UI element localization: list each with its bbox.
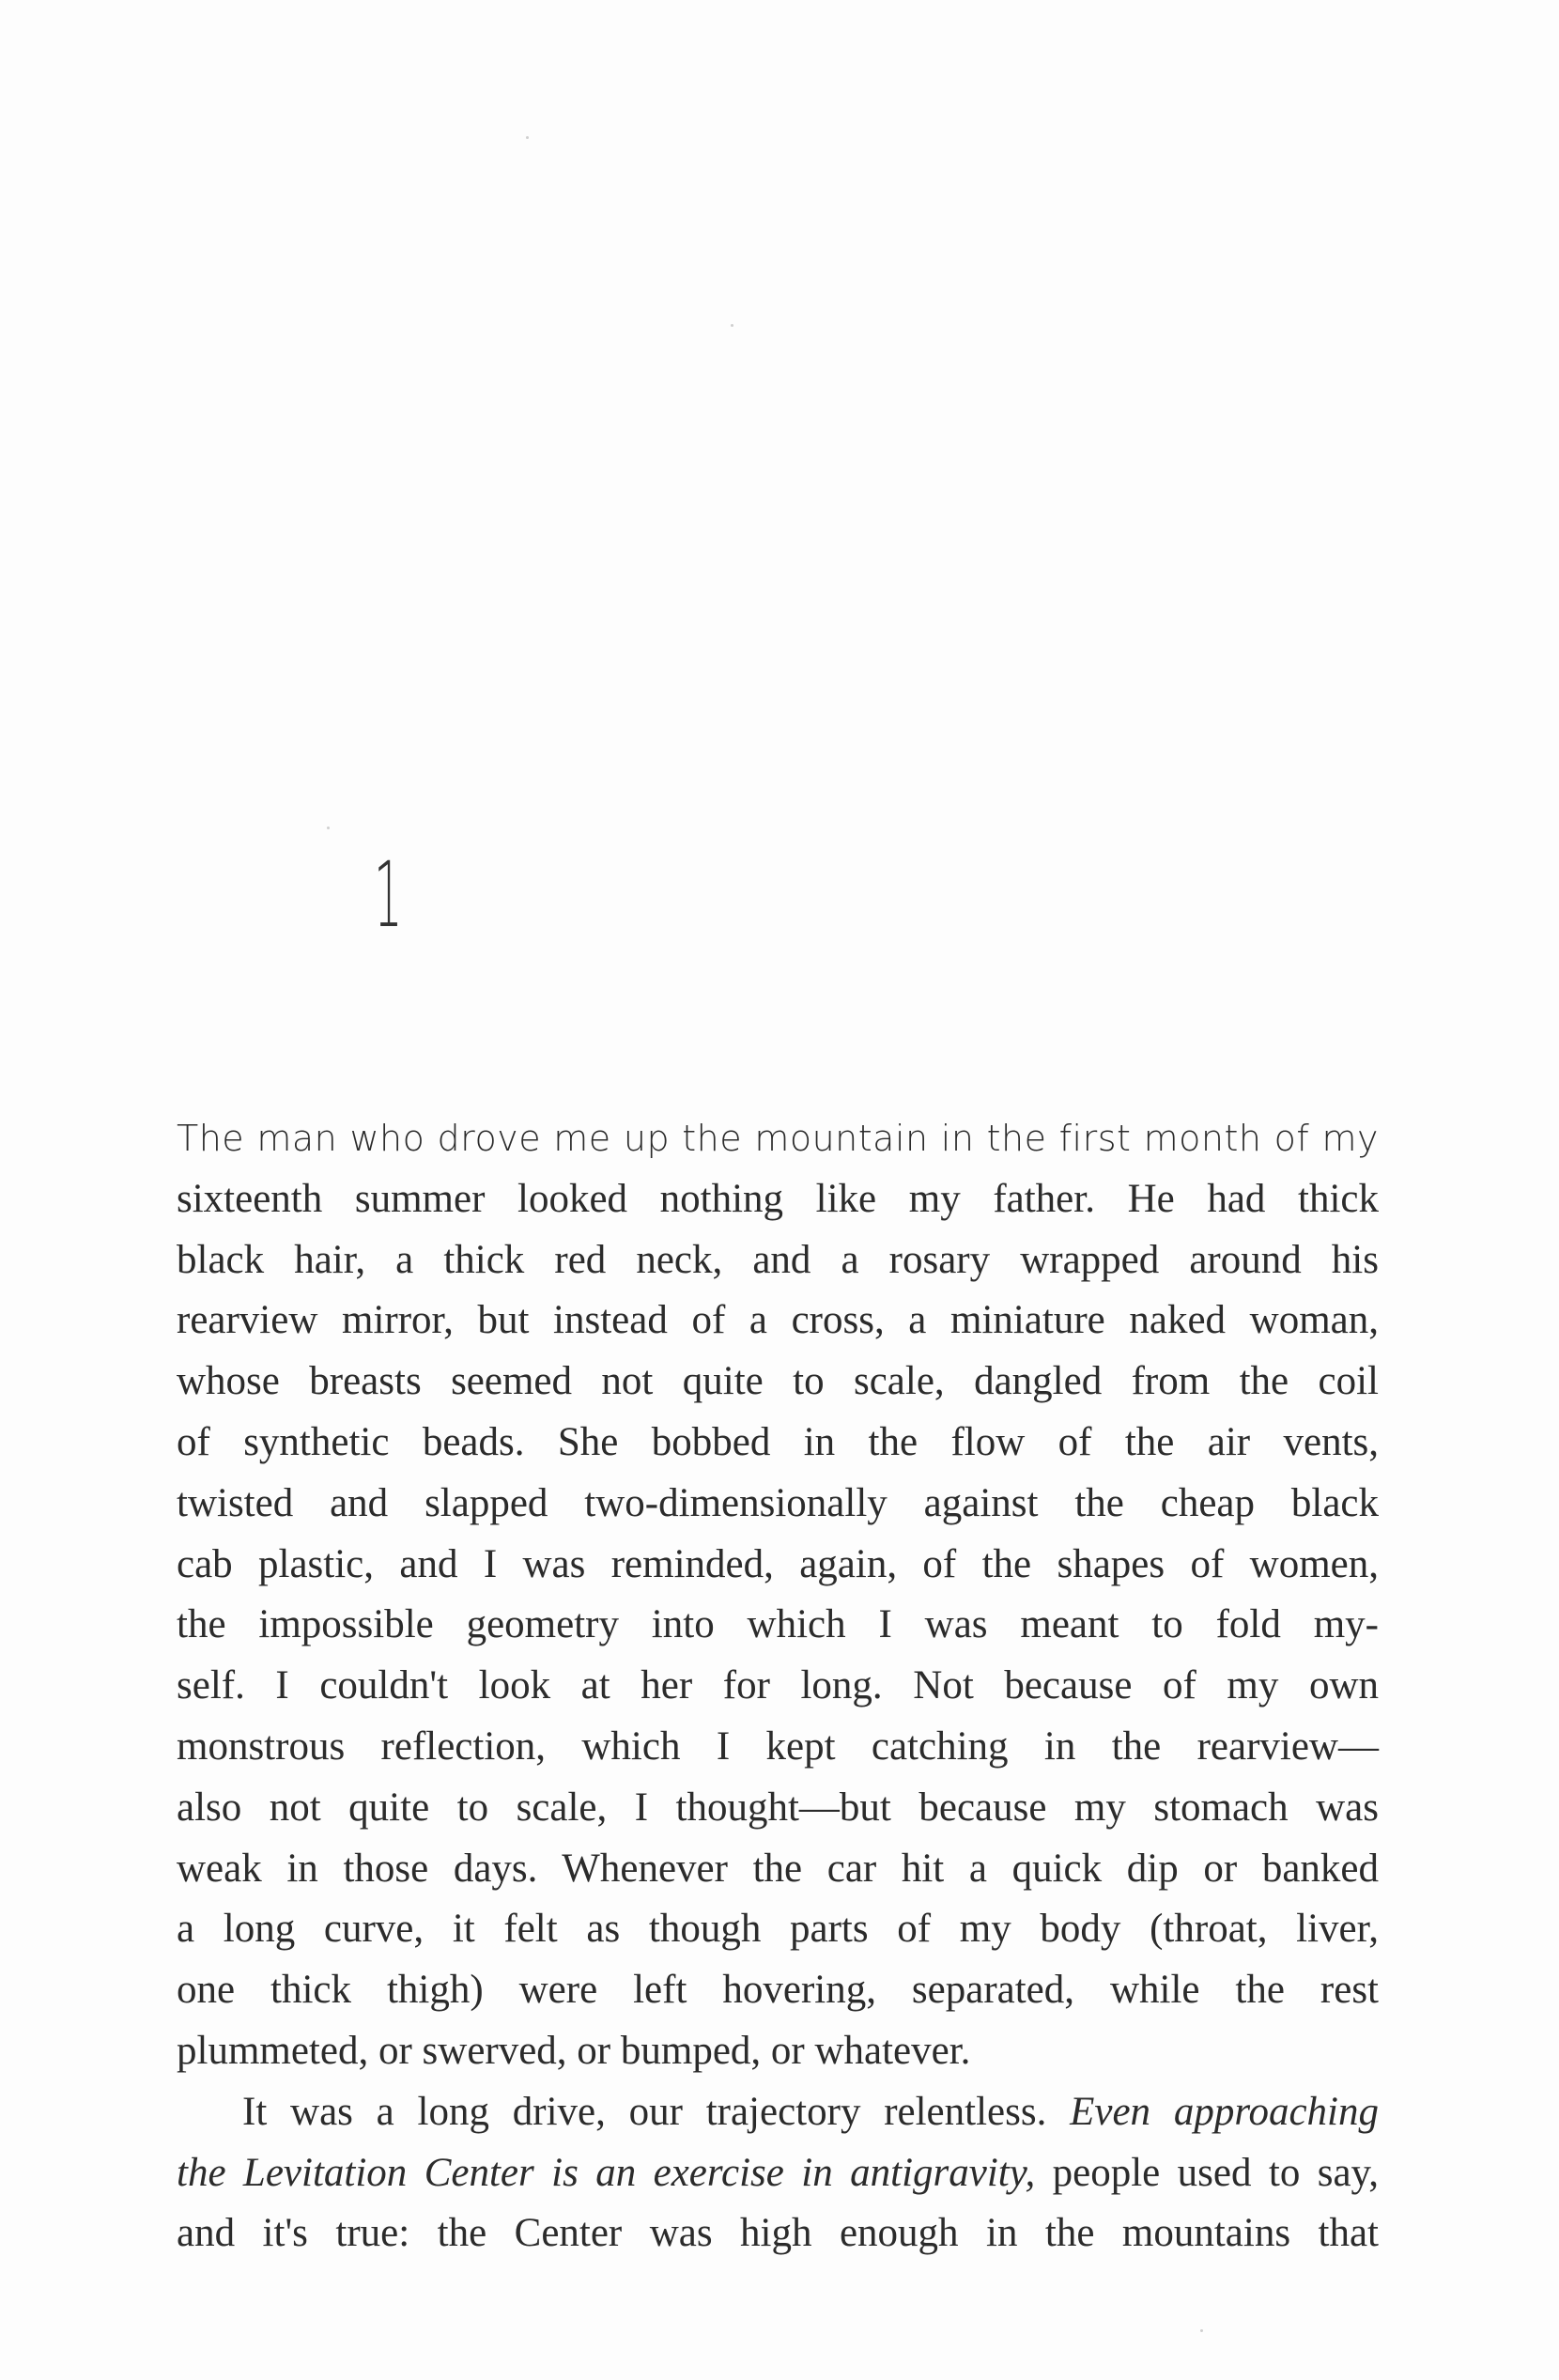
text-line: self. I couldn't look at her for long. Not because of my own	[177, 1663, 1379, 1708]
text-line: plummeted, or swerved, or bumped, or whatever.	[177, 2028, 971, 2073]
text-line: black hair, a thick red neck, and a rosary wrapped around his	[177, 1237, 1379, 1282]
text-line: a long curve, it felt as though parts of my body (throat, liver,	[177, 1907, 1379, 1952]
paper-speck	[327, 827, 330, 829]
text-run: people used to say,	[1035, 2150, 1379, 2195]
paper-speck	[1200, 2329, 1203, 2332]
text-line: also not quite to scale, I thought—but because my stomach was	[177, 1785, 1379, 1830]
text-line	[177, 2143, 1379, 2204]
text-line: and it's true: the Center was high enough in the mountains that	[177, 2211, 1379, 2256]
text-line: twisted and slapped two-dimensionally against the cheap black	[177, 1480, 1379, 1525]
text-line: weak in those days. Whenever the car hit a quick dip or banked	[177, 1846, 1379, 1891]
text-line: cab plastic, and I was reminded, again, of the shapes of women,	[177, 1541, 1379, 1586]
text-line: the impossible geometry into which I was meant to fold my-	[177, 1602, 1379, 1647]
chapter-number: 1	[374, 842, 403, 948]
body-text	[177, 1108, 1379, 2264]
text-line	[177, 2082, 1379, 2143]
paper-speck	[526, 136, 529, 139]
text-line: monstrous reflection, which I kept catching in the rearview—	[177, 1723, 1379, 1769]
text-line: rearview mirror, but instead of a cross, a miniature naked woman,	[177, 1298, 1379, 1343]
italic-run: the Levitation Center is an exercise in antigravity,	[177, 2150, 1036, 2195]
paragraph-2	[177, 2082, 1379, 2264]
text-run: It was a long drive, our trajectory relentless.	[242, 2089, 1071, 2134]
text-line: whose breasts seemed not quite to scale, dangled from the coil	[177, 1359, 1379, 1404]
paragraph-1	[177, 1108, 1379, 2082]
text-line: sixteenth summer looked nothing like my father. He had thick	[177, 1176, 1379, 1221]
text-line: of synthetic beads. She bobbed in the flow of the air vents,	[177, 1419, 1379, 1464]
text-line: one thick thigh) were left hovering, separated, while the rest	[177, 1968, 1379, 2013]
paper-speck	[731, 324, 733, 327]
italic-run: Even approaching	[1070, 2089, 1380, 2134]
text-line: The man who drove me up the mountain in the first month of my	[177, 1118, 1379, 1159]
